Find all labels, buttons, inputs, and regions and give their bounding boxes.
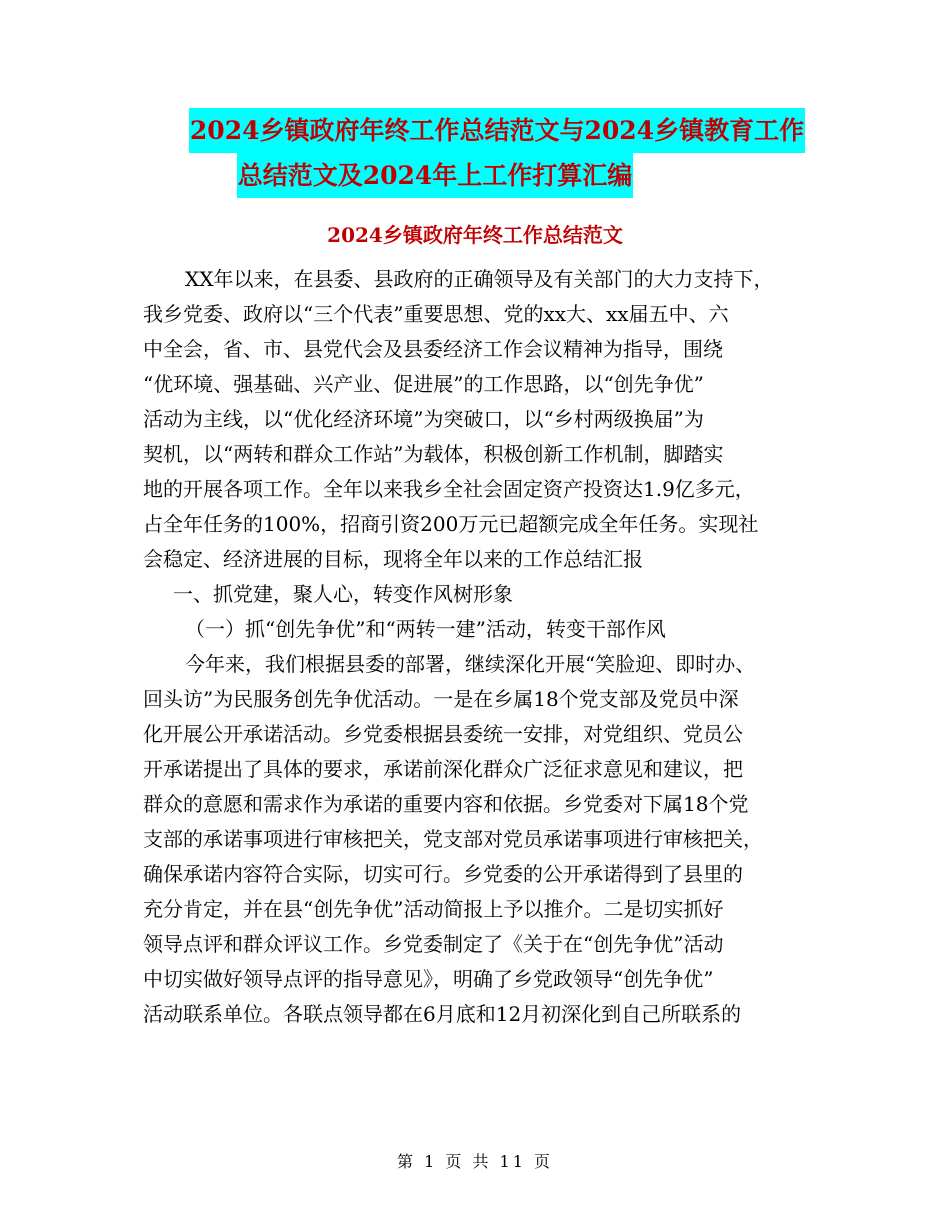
body-line: 地的开展各项工作。全年以来我乡全社会固定资产投资达1.9亿多元， bbox=[143, 477, 755, 501]
body-line: （一）抓“创先争优”和“两转一建”活动，转变干部作风 bbox=[185, 617, 666, 641]
section-heading: 2024乡镇政府年终工作总结范文 bbox=[327, 223, 623, 247]
body-line: 活动为主线，以“优化经济环境”为突破口，以“乡村两级换届”为 bbox=[143, 407, 704, 431]
body-line: 我乡党委、政府以“三个代表”重要思想、党的xx大、xx届五中、六 bbox=[143, 302, 729, 326]
body-line: 领导点评和群众评议工作。乡党委制定了《关于在“创先争优”活动 bbox=[143, 932, 724, 956]
body-line: 充分肯定，并在县“创先争优”活动简报上予以推介。二是切实抓好 bbox=[143, 897, 724, 921]
body-line: 活动联系单位。各联点领导都在6月底和12月初深化到自己所联系的 bbox=[143, 1002, 742, 1026]
body-line: 中全会，省、市、县党代会及县委经济工作会议精神为指导，围绕 bbox=[143, 337, 723, 361]
title-line-1: 2024乡镇政府年终工作总结范文与2024乡镇教育工作 bbox=[189, 108, 805, 153]
body-line: 群众的意愿和需求作为承诺的重要内容和依据。乡党委对下属18个党 bbox=[143, 792, 749, 816]
body-line: “优环境、强基础、兴产业、促进展”的工作思路，以“创先争优” bbox=[143, 372, 704, 396]
body-line: 回头访”为民服务创先争优活动。一是在乡属18个党支部及党员中深 bbox=[143, 687, 739, 711]
body-line: 契机，以“两转和群众工作站”为载体，积极创新工作机制，脚踏实 bbox=[143, 442, 724, 466]
body-line: 开承诺提出了具体的要求，承诺前深化群众广泛征求意见和建议，把 bbox=[143, 757, 743, 781]
title-line-2: 总结范文及2024年上工作打算汇编 bbox=[237, 153, 634, 198]
body-line: 确保承诺内容符合实际，切实可行。乡党委的公开承诺得到了县里的 bbox=[143, 862, 743, 886]
body-text bbox=[143, 262, 813, 1032]
body-line: 占全年任务的100%，招商引资200万元已超额完成全年任务。实现社 bbox=[143, 512, 759, 536]
body-line: 支部的承诺事项进行审核把关，党支部对党员承诺事项进行审核把关， bbox=[143, 827, 763, 851]
body-line: 今年来，我们根据县委的部署，继续深化开展“笑脸迎、即时办、 bbox=[185, 652, 756, 676]
body-line: 会稳定、经济进展的目标，现将全年以来的工作总结汇报 bbox=[143, 547, 643, 571]
body-line: 一、抓党建，聚人心，转变作风树形象 bbox=[173, 582, 513, 606]
body-line: XX年以来，在县委、县政府的正确领导及有关部门的大力支持下， bbox=[185, 267, 774, 291]
body-line: 化开展公开承诺活动。乡党委根据县委统一安排，对党组织、党员公 bbox=[143, 722, 743, 746]
document-title bbox=[0, 108, 950, 198]
page-footer: 第 1 页 共 11 页 bbox=[397, 1152, 553, 1171]
body-line: 中切实做好领导点评的指导意见》，明确了乡党政领导“创先争优” bbox=[143, 967, 714, 991]
